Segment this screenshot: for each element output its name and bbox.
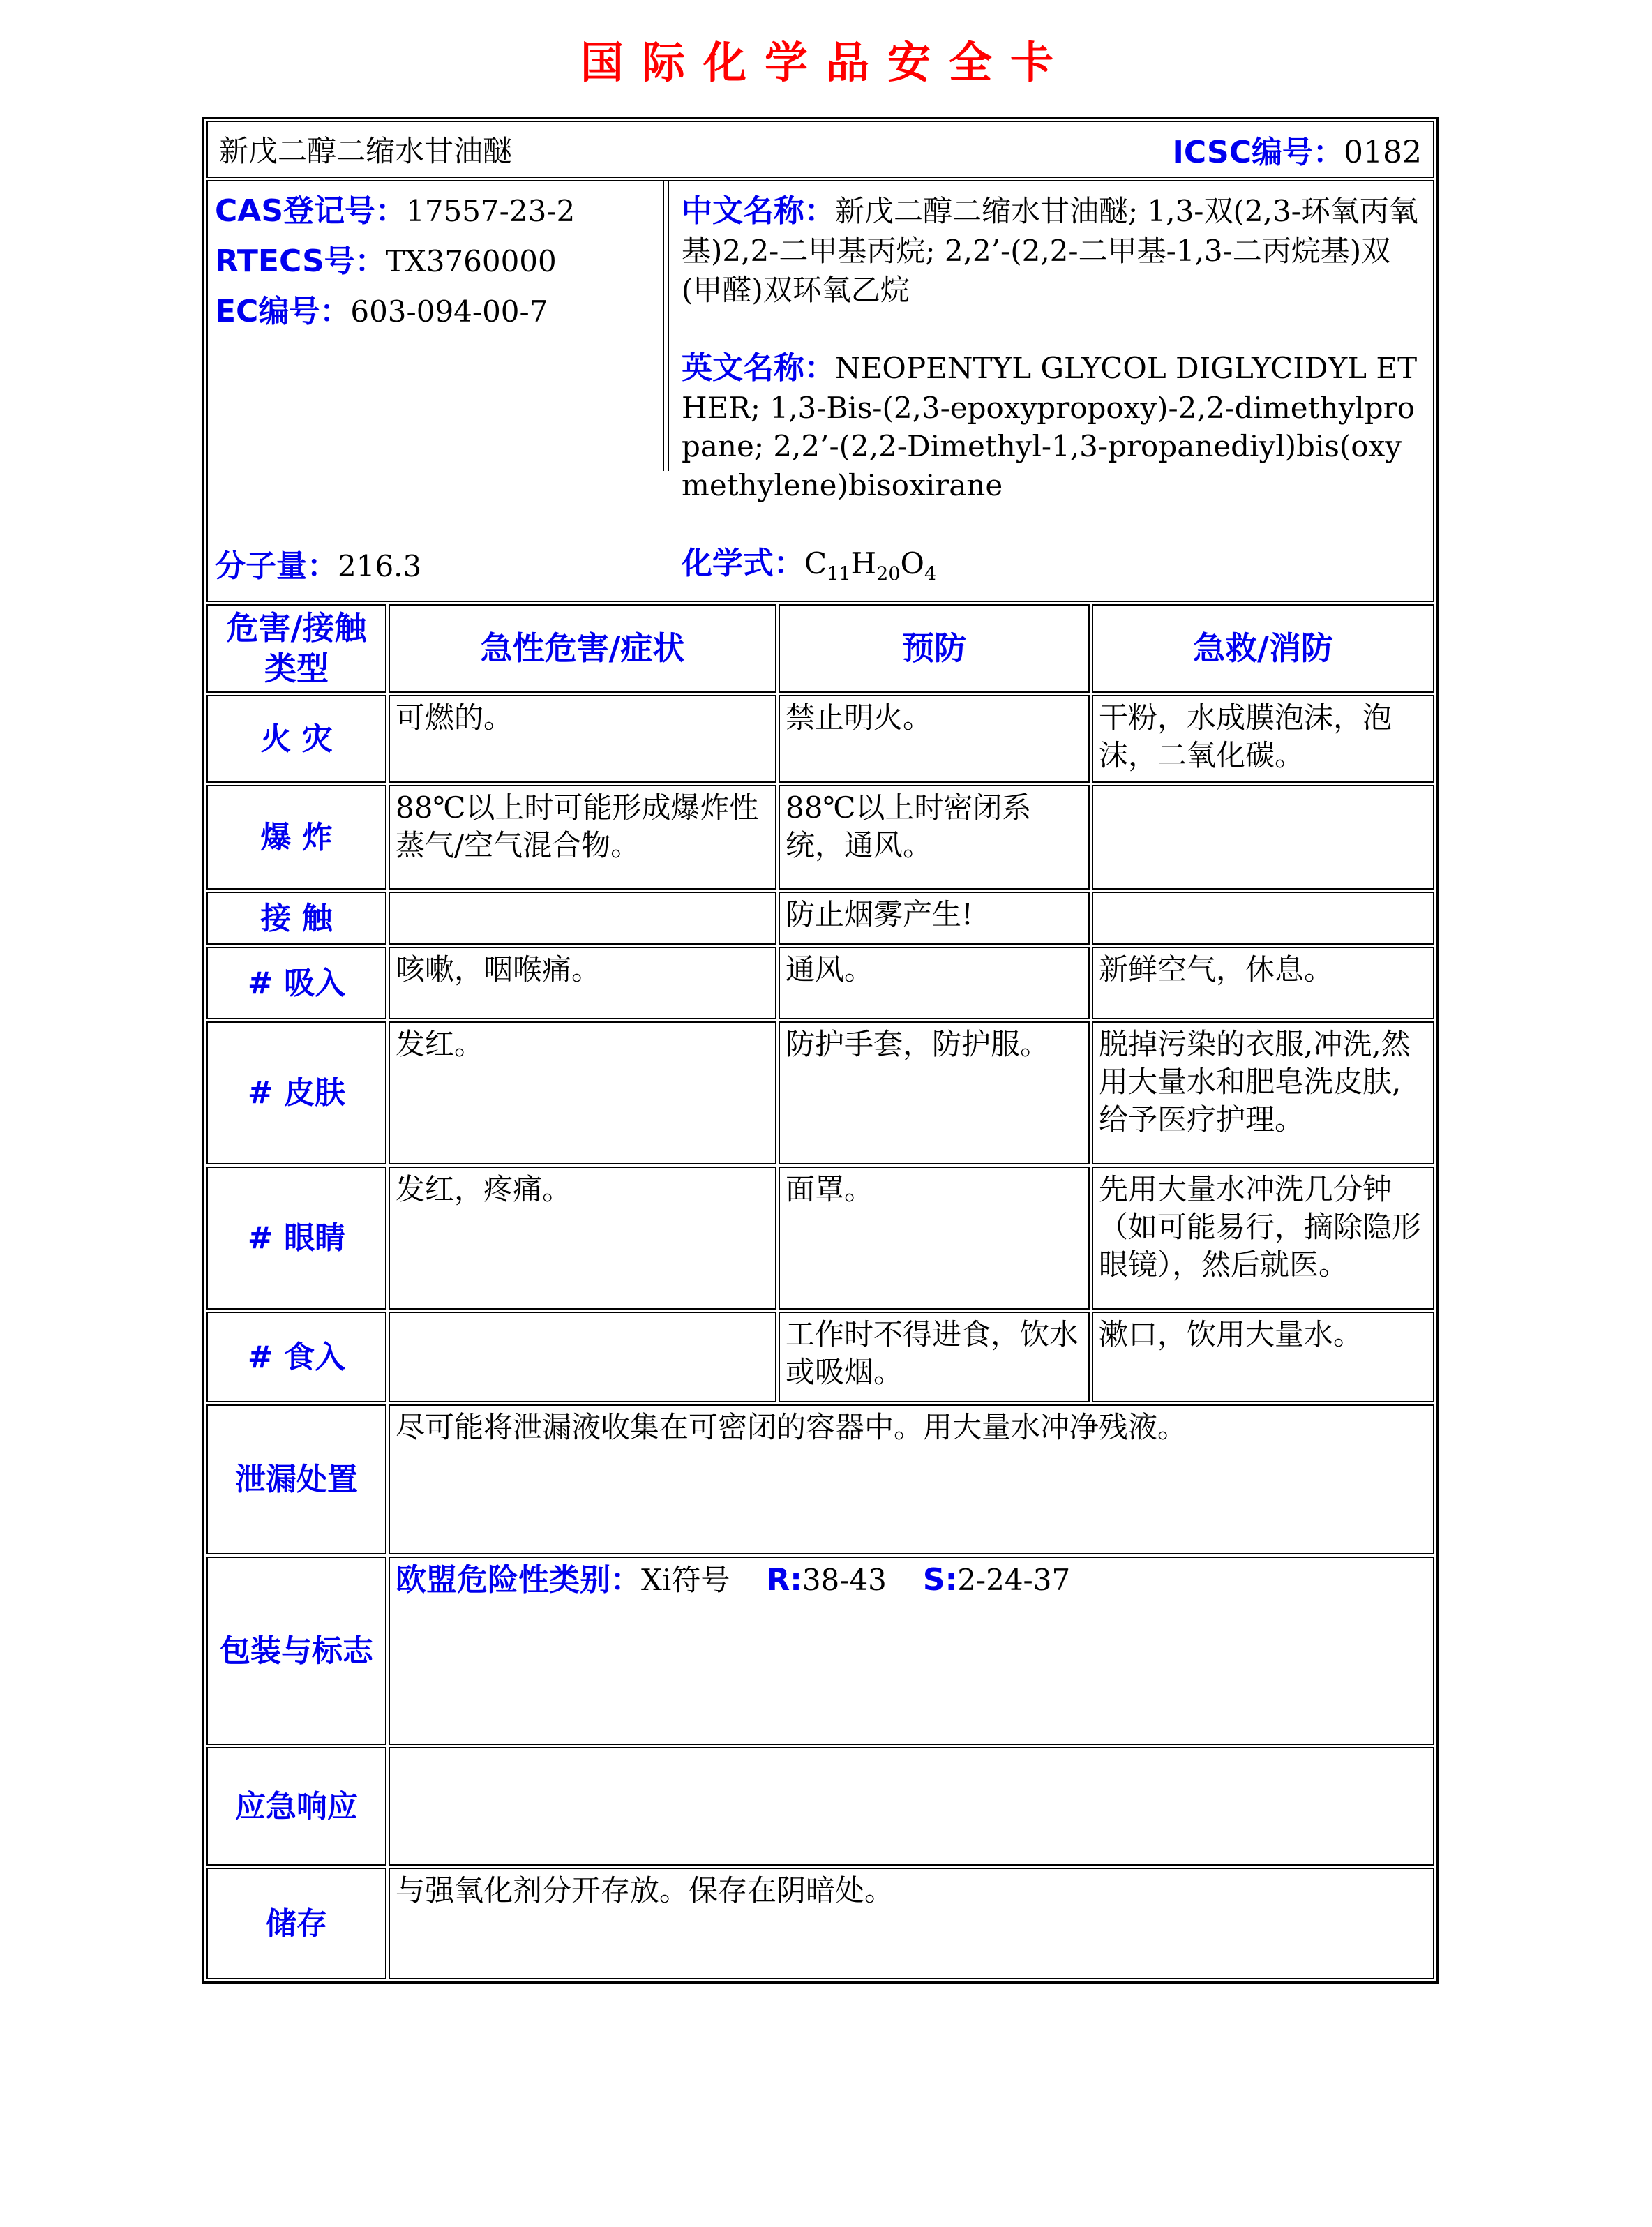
section-label: 包装与标志 [206,1557,386,1745]
page-title: 国际化学品安全卡 [580,37,1072,88]
s-phrases-label: S: [922,1562,958,1598]
firstaid-cell: 先用大量水冲洗几分钟（如可能易行，摘除隐形眼镜），然后就医。 [1092,1167,1434,1310]
formula-label: 化学式： [682,546,804,582]
prevention-cell: 通风。 [779,947,1090,1019]
s-phrases-value: 2-24-37 [957,1563,1071,1598]
firstaid-cell: 脱掉污染的衣服,冲洗,然用大量水和肥皂洗皮肤,给予医疗护理。 [1092,1021,1434,1164]
hazard-row-explosion [206,785,1434,890]
rtecs-value: TX3760000 [385,244,557,279]
section-content [389,1747,1434,1866]
icsc-number: 0182 [1344,135,1422,170]
symptoms-cell: 88℃以上时可能形成爆炸性蒸气/空气混合物。 [389,785,776,890]
hazard-type-cell: 火 灾 [206,695,386,783]
registry-numbers [215,191,672,543]
firstaid-cell: 漱口，饮用大量水。 [1092,1312,1434,1402]
symptoms-cell: 咳嗽，咽喉痛。 [389,947,776,1019]
prevention-cell: 面罩。 [779,1167,1090,1310]
firstaid-cell: 新鲜空气，休息。 [1092,947,1434,1019]
formula-line [672,543,1426,590]
ec-label: EC编号： [215,294,351,330]
ec-line [215,292,658,332]
ec-value: 603-094-00-7 [350,294,548,329]
prevention-cell: 防护手套，防护服。 [779,1021,1090,1164]
symptoms-cell: 可燃的。 [389,695,776,783]
cn-name-label: 中文名称： [682,193,835,229]
identification-row [206,180,1434,602]
col-header-prevention: 预防 [779,604,1090,693]
hazard-type-cell: # 食入 [206,1312,386,1402]
section-content: 尽可能将泄漏液收集在可密闭的容器中。用大量水冲净残液。 [389,1404,1434,1554]
rtecs-line [215,241,658,282]
prevention-cell: 88℃以上时密闭系统，通风。 [779,785,1090,890]
section-label: 储存 [206,1868,386,1979]
firstaid-cell [1092,892,1434,945]
r-phrases-label: R: [766,1562,802,1598]
chemical-formula: $C_{11}H_{20}O_4$ [804,546,937,585]
prevention-cell: 防止烟雾产生! [779,892,1090,945]
prevention-cell: 工作时不得进食，饮水或吸烟。 [779,1312,1090,1402]
section-row-spill [206,1404,1434,1554]
symptoms-cell [389,892,776,945]
chemical-name: 新戊二醇二缩水甘油醚 [219,134,513,168]
mw-value: 216.3 [338,549,422,584]
eu-class-label: 欧盟危险性类别： [396,1562,641,1598]
name-header-row [206,121,1434,178]
eu-symbol: Xi符号 [641,1563,730,1598]
en-name-label: 英文名称： [682,350,835,386]
name-header-cell [206,121,1434,178]
hazard-type-cell: 爆 炸 [206,785,386,890]
symptoms-cell [389,1312,776,1402]
en-name-value: NEOPENTYL GLYCOL DIGLYCIDYL ETHER; 1,3-Bis-(2,3-epoxypropoxy)-2,2-dimethylpropane; 2,2’-(2,2-Dimethyl-1,3-propanediyl)bis(oxymethylene)bisoxirane [682,350,1418,502]
molecular-weight-line [215,546,672,590]
section-row-emergency [206,1747,1434,1866]
cas-value: 17557-23-2 [406,194,576,228]
mw-label: 分子量： [215,548,338,585]
section-content [389,1557,1434,1745]
hazard-row-skin [206,1021,1434,1164]
hazard-type-cell: # 吸入 [206,947,386,1019]
symptoms-cell: 发红。 [389,1021,776,1164]
firstaid-cell: 干粉，水成膜泡沫，泡沫，二氧化碳。 [1092,695,1434,783]
col-header-symptoms: 急性危害/症状 [389,604,776,693]
hazard-type-cell: 接 触 [206,892,386,945]
cas-line [215,191,658,232]
column-divider [663,181,669,471]
hazard-row-contact [206,892,1434,945]
col-header-hazard-type: 危害/接触类型 [206,604,386,693]
chemical-names [672,191,1426,543]
prevention-cell: 禁止明火。 [779,695,1090,783]
section-row-packaging [206,1557,1434,1745]
hazard-row-fire [206,695,1434,783]
cn-name-value: 新戊二醇二缩水甘油醚; 1,3-双(2,3-环氧丙氧基)2,2-二甲基丙烷; 2,2’-(2,2-二甲基-1,3-二丙烷基)双(甲醛)双环氧乙烷 [682,194,1418,307]
col-header-firstaid: 急救/消防 [1092,604,1434,693]
hazard-header-row [206,604,1434,693]
hazard-row-eyes [206,1167,1434,1310]
cas-label: CAS登记号： [215,193,407,229]
hazard-type-cell: # 眼睛 [206,1167,386,1310]
hazard-row-inhalation [206,947,1434,1019]
section-content: 与强氧化剂分开存放。保存在阴暗处。 [389,1868,1434,1979]
section-row-storage [206,1868,1434,1979]
cn-name-line [682,191,1426,309]
identification-cell [206,180,1434,602]
hazard-type-cell: # 皮肤 [206,1021,386,1164]
section-label: 应急响应 [206,1747,386,1866]
firstaid-cell [1092,785,1434,890]
symptoms-cell: 发红，疼痛。 [389,1167,776,1310]
icsc-label: ICSC编号： [1172,135,1344,170]
en-name-line [682,348,1426,504]
safety-card [202,117,1439,1984]
icsc-number-group [1173,127,1422,172]
r-phrases-value: 38-43 [802,1563,887,1598]
hazard-row-ingestion [206,1312,1434,1402]
section-label: 泄漏处置 [206,1404,386,1554]
rtecs-label: RTECS号： [215,243,386,280]
